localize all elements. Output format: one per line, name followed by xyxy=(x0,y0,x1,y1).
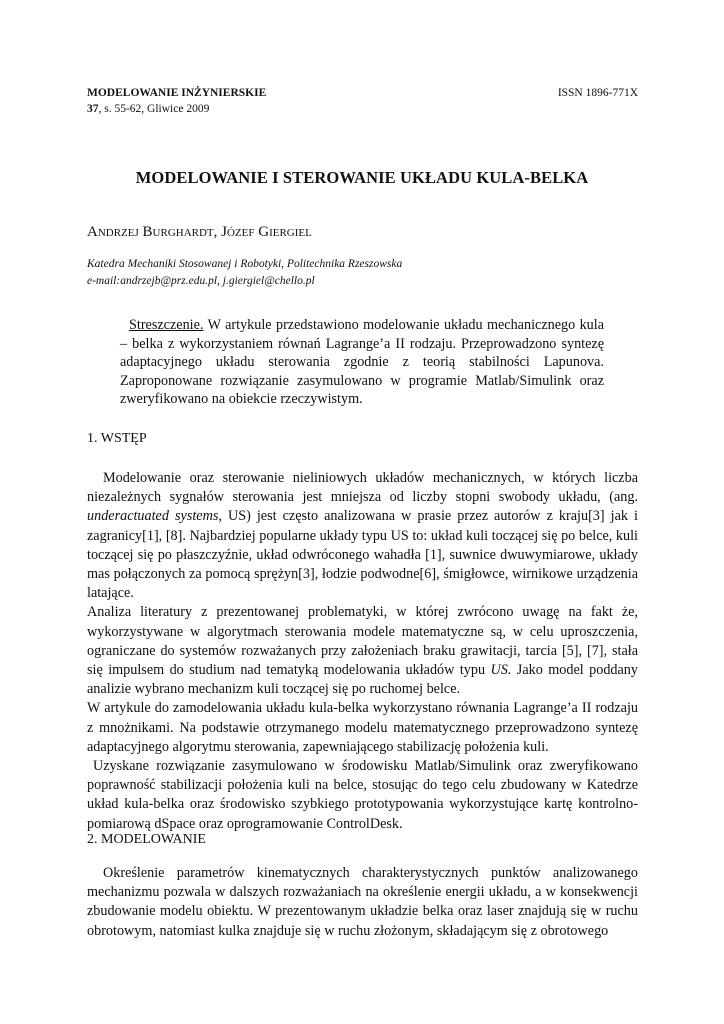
journal-volume: 37 xyxy=(87,103,99,115)
issn: ISSN 1896-771X xyxy=(557,87,638,99)
italic-term: underactuated systems, xyxy=(87,508,222,525)
authors: Andrzej Burghardt, Józef Giergiel xyxy=(87,224,312,240)
abstract-text: W artykule przedstawiono modelowanie układu mechanicznego kula – belka z wykorzystaniem równań Lagrange’a II rodzaju. Przeprowadzono syntezę adaptacyjnego układu sterowania zgodnie z teorią stabilności Lapunova. Zaproponowane rozwiązanie zasymulowano w programie Matlab/Simulink oraz zweryfikowano na obiekcie rzeczywistym. xyxy=(120,317,604,408)
section-intro-body xyxy=(87,469,638,834)
paper-title: MODELOWANIE I STEROWANIE UKŁADU KULA-BELKA xyxy=(135,168,589,187)
journal-citation xyxy=(87,101,266,117)
journal-pages: , s. 55-62, Gliwice 2009 xyxy=(98,103,210,115)
paragraph xyxy=(87,757,638,834)
section-modeling-body xyxy=(87,864,638,941)
text-run: US) jest często analizowana w prasie przez autorów z kraju[3] jak i zagranicy[1], [8]. Najbardziej popularne układy typu US to: układ kuli toczącej się po belce, kuli toczącej się po płaszczyźnie, układ odwróconego wahadła [1], suwnice dwuwymiarowe, układy mas połączonych za pomocą sprężyn[3], łodzie podwodne[6], śmigłowce, wirnikowe urządzenia latające. xyxy=(87,508,638,602)
abstract xyxy=(120,316,604,409)
paragraph xyxy=(87,469,638,603)
text-run: Analiza literatury z prezentowanej problematyki, w której zwrócono uwagę na fakt że, wykorzystywane w algorytmach sterowania modele matematyczne są, w celu uproszczenia, ograniczane do systemów rozważanych przy założeniach braku grawitacji, tarcia [5], [7], stała się impulsem do studium nad tematyką modelowania układów typu xyxy=(87,604,638,679)
affiliation-email: e-mail:andrzejb@prz.edu.pl, j.giergiel@chello.pl xyxy=(87,275,315,287)
abstract-label: Streszczenie. xyxy=(129,317,204,333)
text-run: Jako model poddany analizie wybrano mechanizm kuli toczącej się po ruchomej belce. xyxy=(87,662,638,698)
paragraph xyxy=(87,864,638,941)
paragraph xyxy=(87,603,638,699)
section-heading-intro: 1. WSTĘP xyxy=(87,431,147,446)
affiliation-department: Katedra Mechaniki Stosowanej i Robotyki, Politechnika Rzeszowska xyxy=(87,258,403,270)
journal-header xyxy=(87,85,266,117)
text-run: Uzyskane rozwiązanie zasymulowano w środowisku Matlab/Simulink oraz zweryfikowano poprawność stabilizacji położenia kuli na belce, stosując do tego celu zbudowany w Katedrze układ kula-belka oraz środowisko szybkiego prototypowania wykorzystujące kartę kontrolno-pomiarową dSpace oraz oprogramowanie ControlDesk. xyxy=(87,758,638,832)
section-heading-modeling: 2. MODELOWANIE xyxy=(87,832,206,847)
text-run: Określenie parametrów kinematycznych charakterystycznych punktów analizowanego mechanizmu pozwala w dalszych rozważaniach na określenie energii układu, a w konsekwencji zbudowanie modelu obiektu. W prezentowanym układzie belka oraz laser znajdują się w ruchu obrotowym, natomiast kulka znajduje się w ruchu złożonym, składającym się z obrotowego xyxy=(87,865,638,939)
paragraph: W artykule do zamodelowania układu kula-belka wykorzystano równania Lagrange’a II rodzaju z mnożnikami. Na podstawie otrzymanego modelu matematycznego przeprowadzono syntezę adaptacyjnego algorytmu sterowania, zapewniającego stabilizację położenia kuli. xyxy=(87,700,638,755)
affiliation xyxy=(87,256,402,290)
journal-name: MODELOWANIE INŻYNIERSKIE xyxy=(87,87,267,99)
text-run: Modelowanie oraz sterowanie nieliniowych układów mechanicznych, w których liczba niezależnych sygnałów sterowania jest mniejsza od liczby stopni swobody układu, (ang. xyxy=(87,470,638,506)
italic-term: US. xyxy=(490,662,512,679)
